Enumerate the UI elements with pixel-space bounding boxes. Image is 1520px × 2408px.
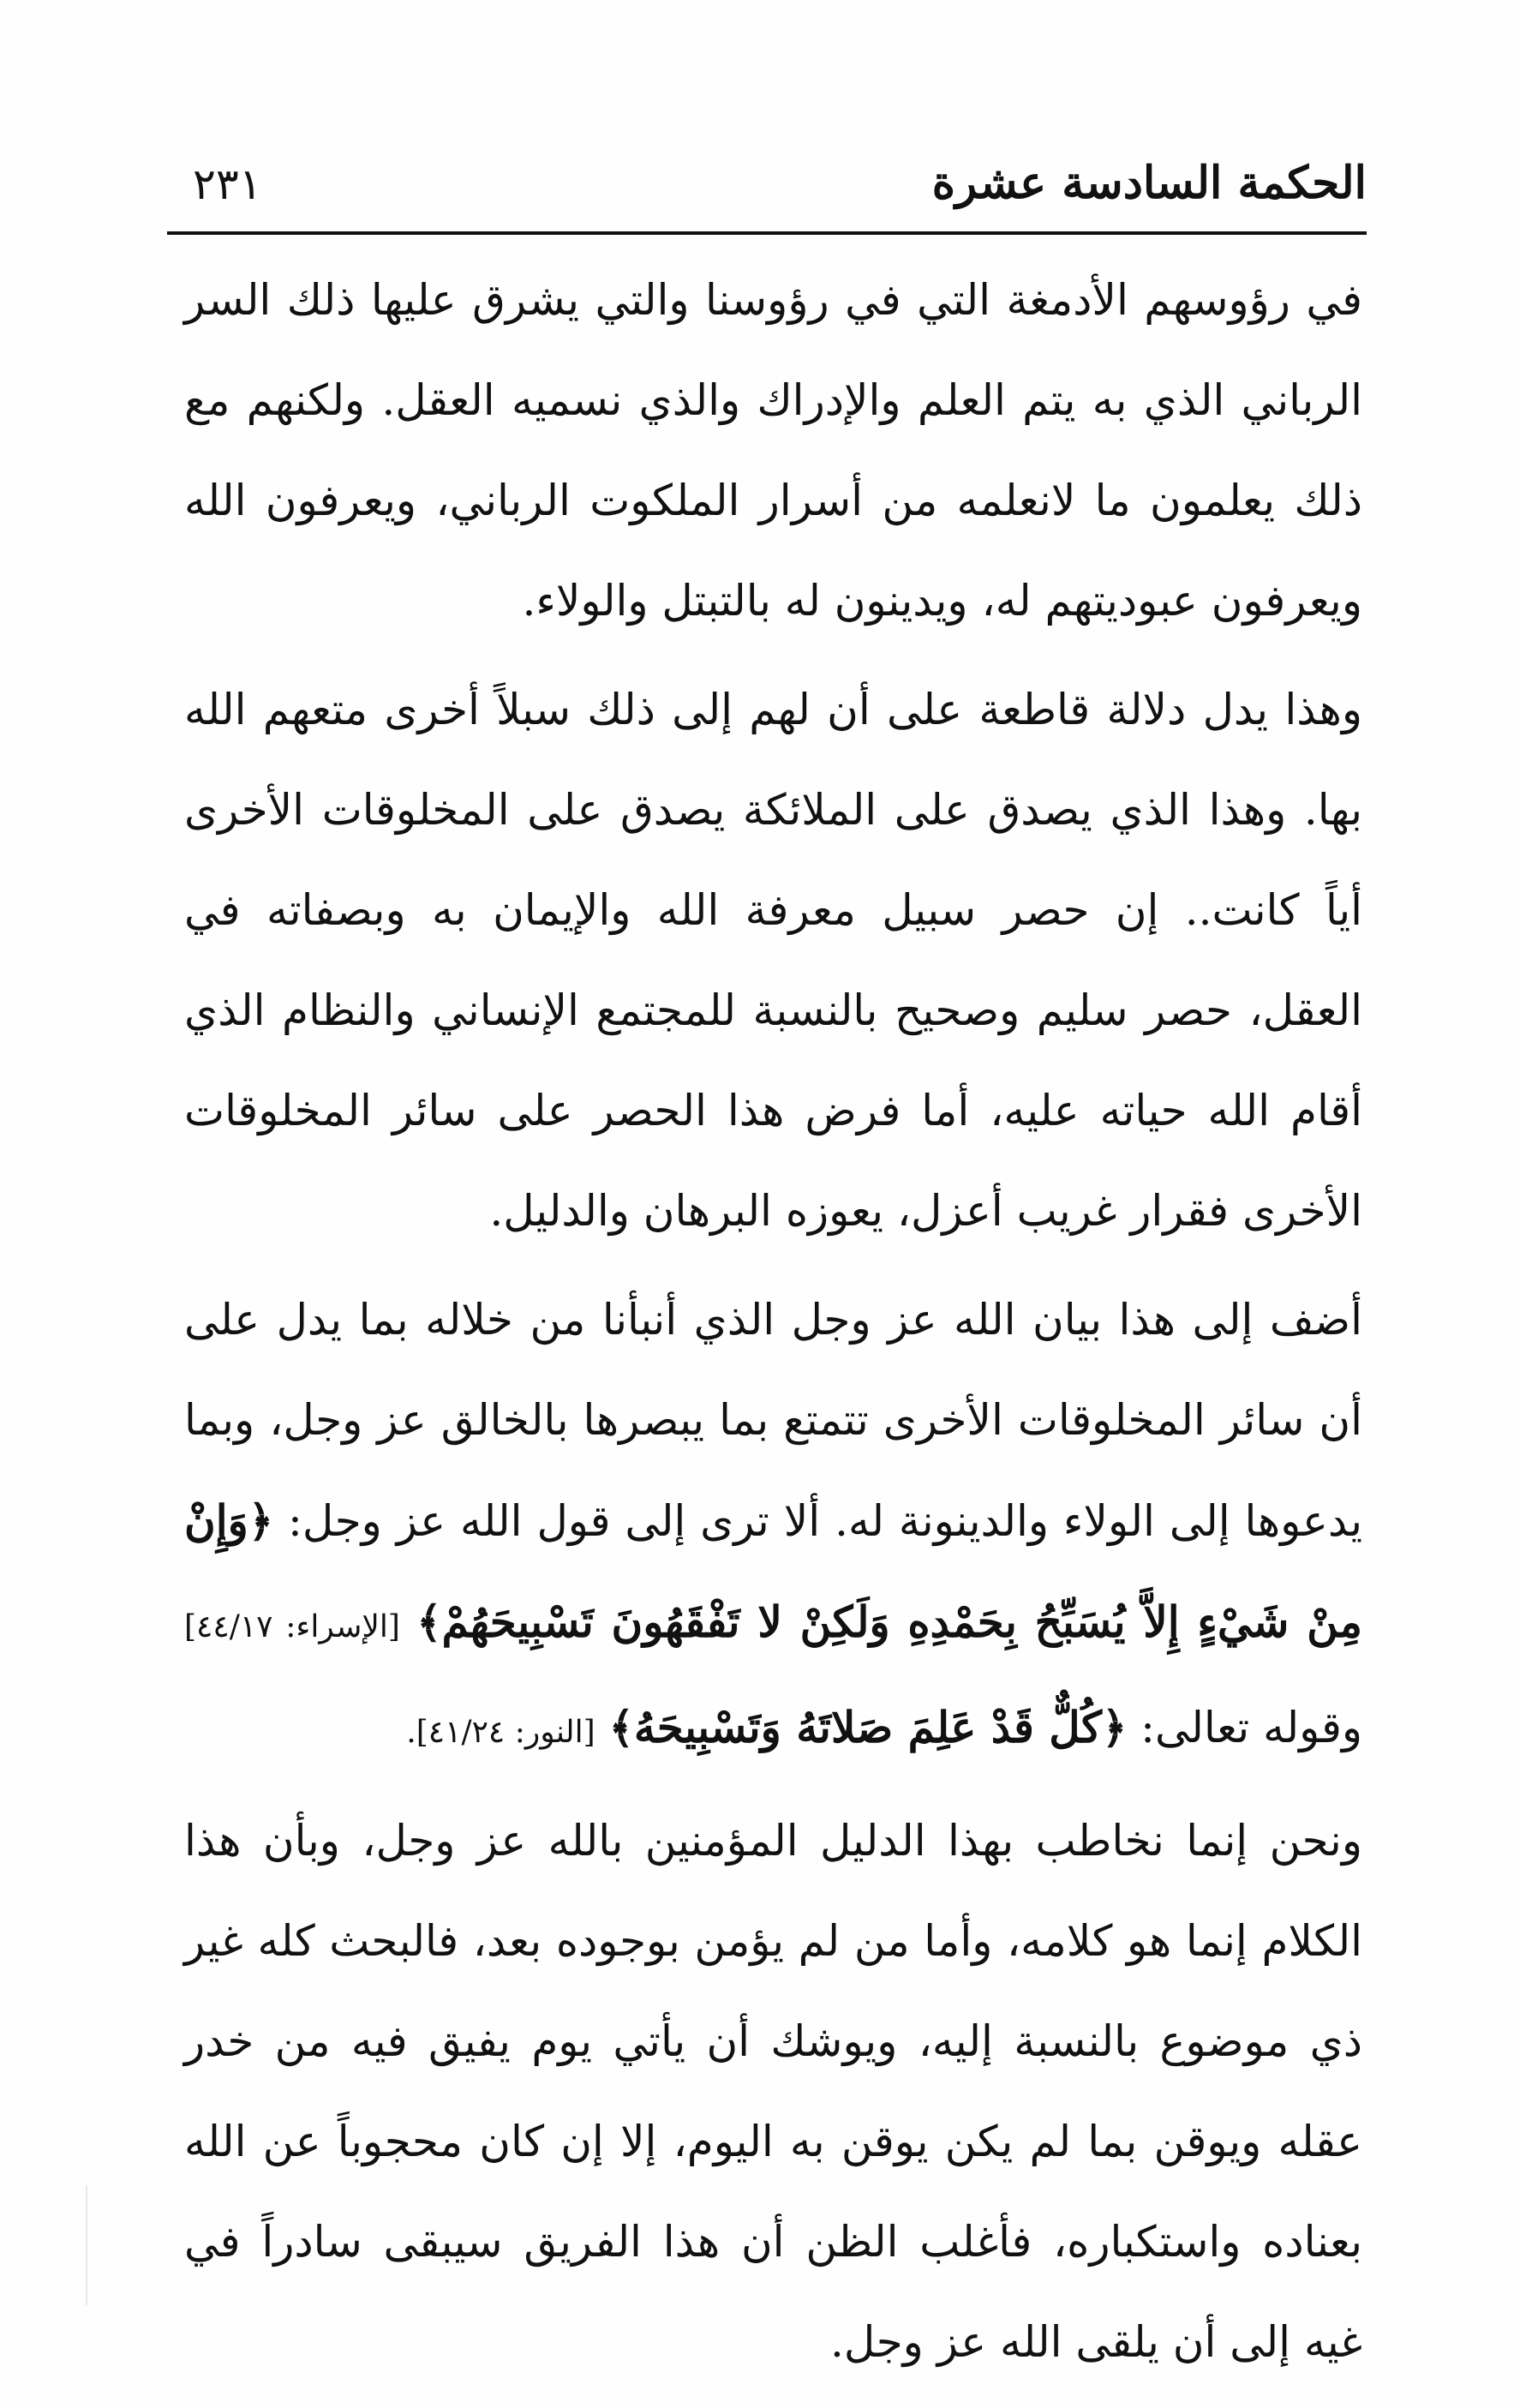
paragraph-3 [184,1270,1362,1782]
paragraph-2: وهذا يدل دلالة قاطعة على أن لهم إلى ذلك سبلاً أخرى متعهم الله بها. وهذا الذي يصدق على الملائكة يصدق على المخلوقات الأخرى أياً كانت.. إن حصر سبيل معرفة الله والإيمان به وبصفاته في العقل، حصر سليم وصحيح بالنسبة للمجتمع الإنساني والنظام الذي أقام الله حياته عليه، أما فرض هذا الحصر على سائر المخلوقات الأخرى فقرار غريب أعزل، يعوزه البرهان والدليل. [184,685,1362,1236]
paragraph-1: في رؤوسهم الأدمغة التي في رؤوسنا والتي يشرق عليها ذلك السر الرباني الذي به يتم العلم والإدراك والذي نسميه العقل. ولكنهم مع ذلك يعلمون ما لانعلمه من أسرار الملكوت الرباني، ويعرفون الله ويعرفون عبوديتهم له، ويدينون له بالتبتل والولاء. [184,275,1362,626]
chapter-title: الحكمة السادسة عشرة [931,157,1367,209]
running-header [167,153,1367,231]
header-rule [167,231,1367,235]
body-text [184,250,1362,2393]
verse-connector: وقوله تعالى: [1140,1703,1362,1752]
verse-citation-2: [النور: ٤١/٢٤]. [406,1715,595,1750]
quran-verse-1: ﴿وَإِنْ مِنْ شَيْءٍ إِلاَّ يُسَبِّحُ بِحَمْدِهِ وَلَكِنْ لا تَفْقَهُونَ تَسْبِيحَهُمْ﴾ [184,1495,1362,1647]
scan-edge-shadow [86,2185,87,2305]
quran-verse-2: ﴿كُلٌّ قَدْ عَلِمَ صَلاتَهُ وَتَسْبِيحَهُ﴾ [608,1702,1128,1752]
paragraph-3-intro: أضف إلى هذا بيان الله عز وجل الذي أنبأنا من خلاله بما يدل على أن سائر المخلوقات الأخرى تتمتع بما يبصرها بالخالق عز وجل، وبما يدعوها إلى الولاء والدينونة له. ألا ترى إلى قول الله عز وجل: [184,1295,1362,1546]
page-number: ٢٣١ [193,159,262,209]
verse-citation-1: [الإسراء: ٤٤/١٧] [184,1609,400,1644]
paragraph-4: ونحن إنما نخاطب بهذا الدليل المؤمنين بالله عز وجل، وبأن هذا الكلام إنما هو كلامه، وأما من لم يؤمن بوجوده بعد، فالبحث كله غير ذي موضوع بالنسبة إليه، ويوشك أن يأتي يوم يفيق فيه من خدر عقله ويوقن بما لم يكن يوقن به اليوم، إلا إن كان محجوباً عن الله بعناده واستكباره، فأغلب الظن أن هذا الفريق سيبقى سادراً في غيه إلى أن يلقى الله عز وجل. [184,1816,1362,2367]
